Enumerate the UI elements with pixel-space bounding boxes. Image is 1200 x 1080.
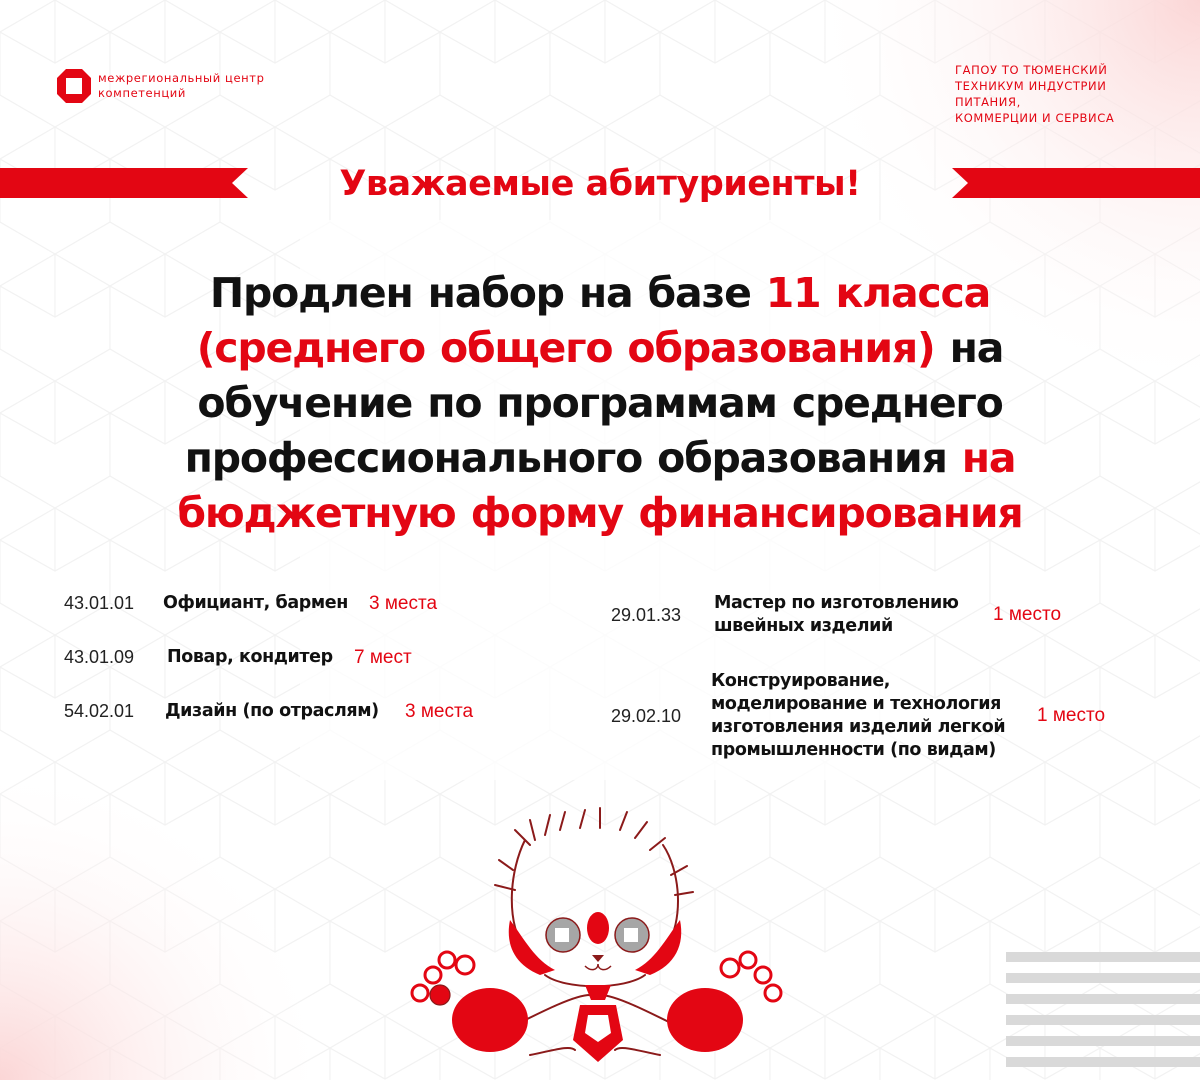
headline-line2 — [90, 321, 1110, 376]
headline-part7: на — [961, 434, 1016, 482]
headline-part6: профессионального образования — [184, 434, 962, 482]
program-item — [64, 700, 473, 723]
program-places: 3 места — [369, 592, 438, 614]
program-places: 7 мест — [354, 646, 412, 668]
ribbon-right — [952, 168, 1200, 198]
decor-line — [1006, 1036, 1200, 1046]
program-name — [714, 592, 993, 638]
org-line3: КОММЕРЦИИ И СЕРВИСА — [955, 111, 1115, 125]
decor-line — [1006, 994, 1200, 1004]
org-line1: ГАПОУ ТО ТЮМЕНСКИЙ — [955, 63, 1108, 77]
decor-line — [1006, 973, 1200, 983]
headline-part3: (среднего общего образования) — [196, 324, 935, 372]
decor-line — [1006, 1057, 1200, 1067]
headline-line5: бюджетную форму финансирования — [177, 489, 1023, 537]
logo-left-line2: компетенций — [98, 86, 186, 100]
headline-line4 — [90, 431, 1110, 486]
program-item — [611, 592, 1061, 638]
program-item — [611, 670, 1105, 762]
program-code: 54.02.01 — [64, 701, 135, 721]
program-places: 1 место — [993, 604, 1062, 625]
program-name-line: изготовления изделий легкой — [711, 717, 1006, 737]
program-name-line: Мастер по изготовлению — [714, 593, 959, 613]
program-code: 29.01.33 — [611, 604, 682, 625]
headline-line3: обучение по программам среднего — [197, 379, 1003, 427]
program-name: Повар, кондитер — [167, 647, 333, 667]
program-places: 1 место — [1037, 705, 1106, 726]
headline-part4: на — [934, 324, 1004, 372]
program-name — [711, 670, 1037, 762]
program-code: 29.02.10 — [611, 705, 682, 726]
greeting-heading: Уважаемые абитуриенты! — [339, 164, 861, 204]
logo-mark-icon — [56, 68, 92, 104]
program-code: 43.01.01 — [64, 593, 135, 613]
program-item — [64, 592, 437, 615]
headline — [90, 266, 1110, 541]
program-name-line: швейных изделий — [714, 616, 893, 636]
program-name-line: промышленности (по видам) — [711, 740, 996, 760]
mascot-illustration — [395, 800, 795, 1080]
logo-left — [56, 68, 264, 104]
headline-line1 — [90, 266, 1110, 321]
decor-line — [1006, 1015, 1200, 1025]
program-name-line: Конструирование, — [711, 671, 891, 691]
program-places: 3 места — [405, 700, 474, 722]
organization-name — [955, 62, 1175, 126]
headline-part1: Продлен набор на базе — [209, 269, 766, 317]
headline-part2: 11 класса — [765, 269, 991, 317]
logo-left-line1: межрегиональный центр — [98, 71, 265, 85]
decor-line — [1006, 952, 1200, 962]
org-line2: ТЕХНИКУМ ИНДУСТРИИ ПИТАНИЯ, — [955, 79, 1107, 109]
program-code: 43.01.09 — [64, 647, 135, 667]
logo-left-text — [98, 71, 264, 101]
ribbon-left — [0, 168, 248, 198]
program-name-line: моделирование и технология — [711, 694, 1002, 714]
program-item — [64, 646, 412, 669]
program-name: Дизайн (по отраслям) — [165, 701, 379, 721]
program-name: Официант, бармен — [163, 593, 348, 613]
